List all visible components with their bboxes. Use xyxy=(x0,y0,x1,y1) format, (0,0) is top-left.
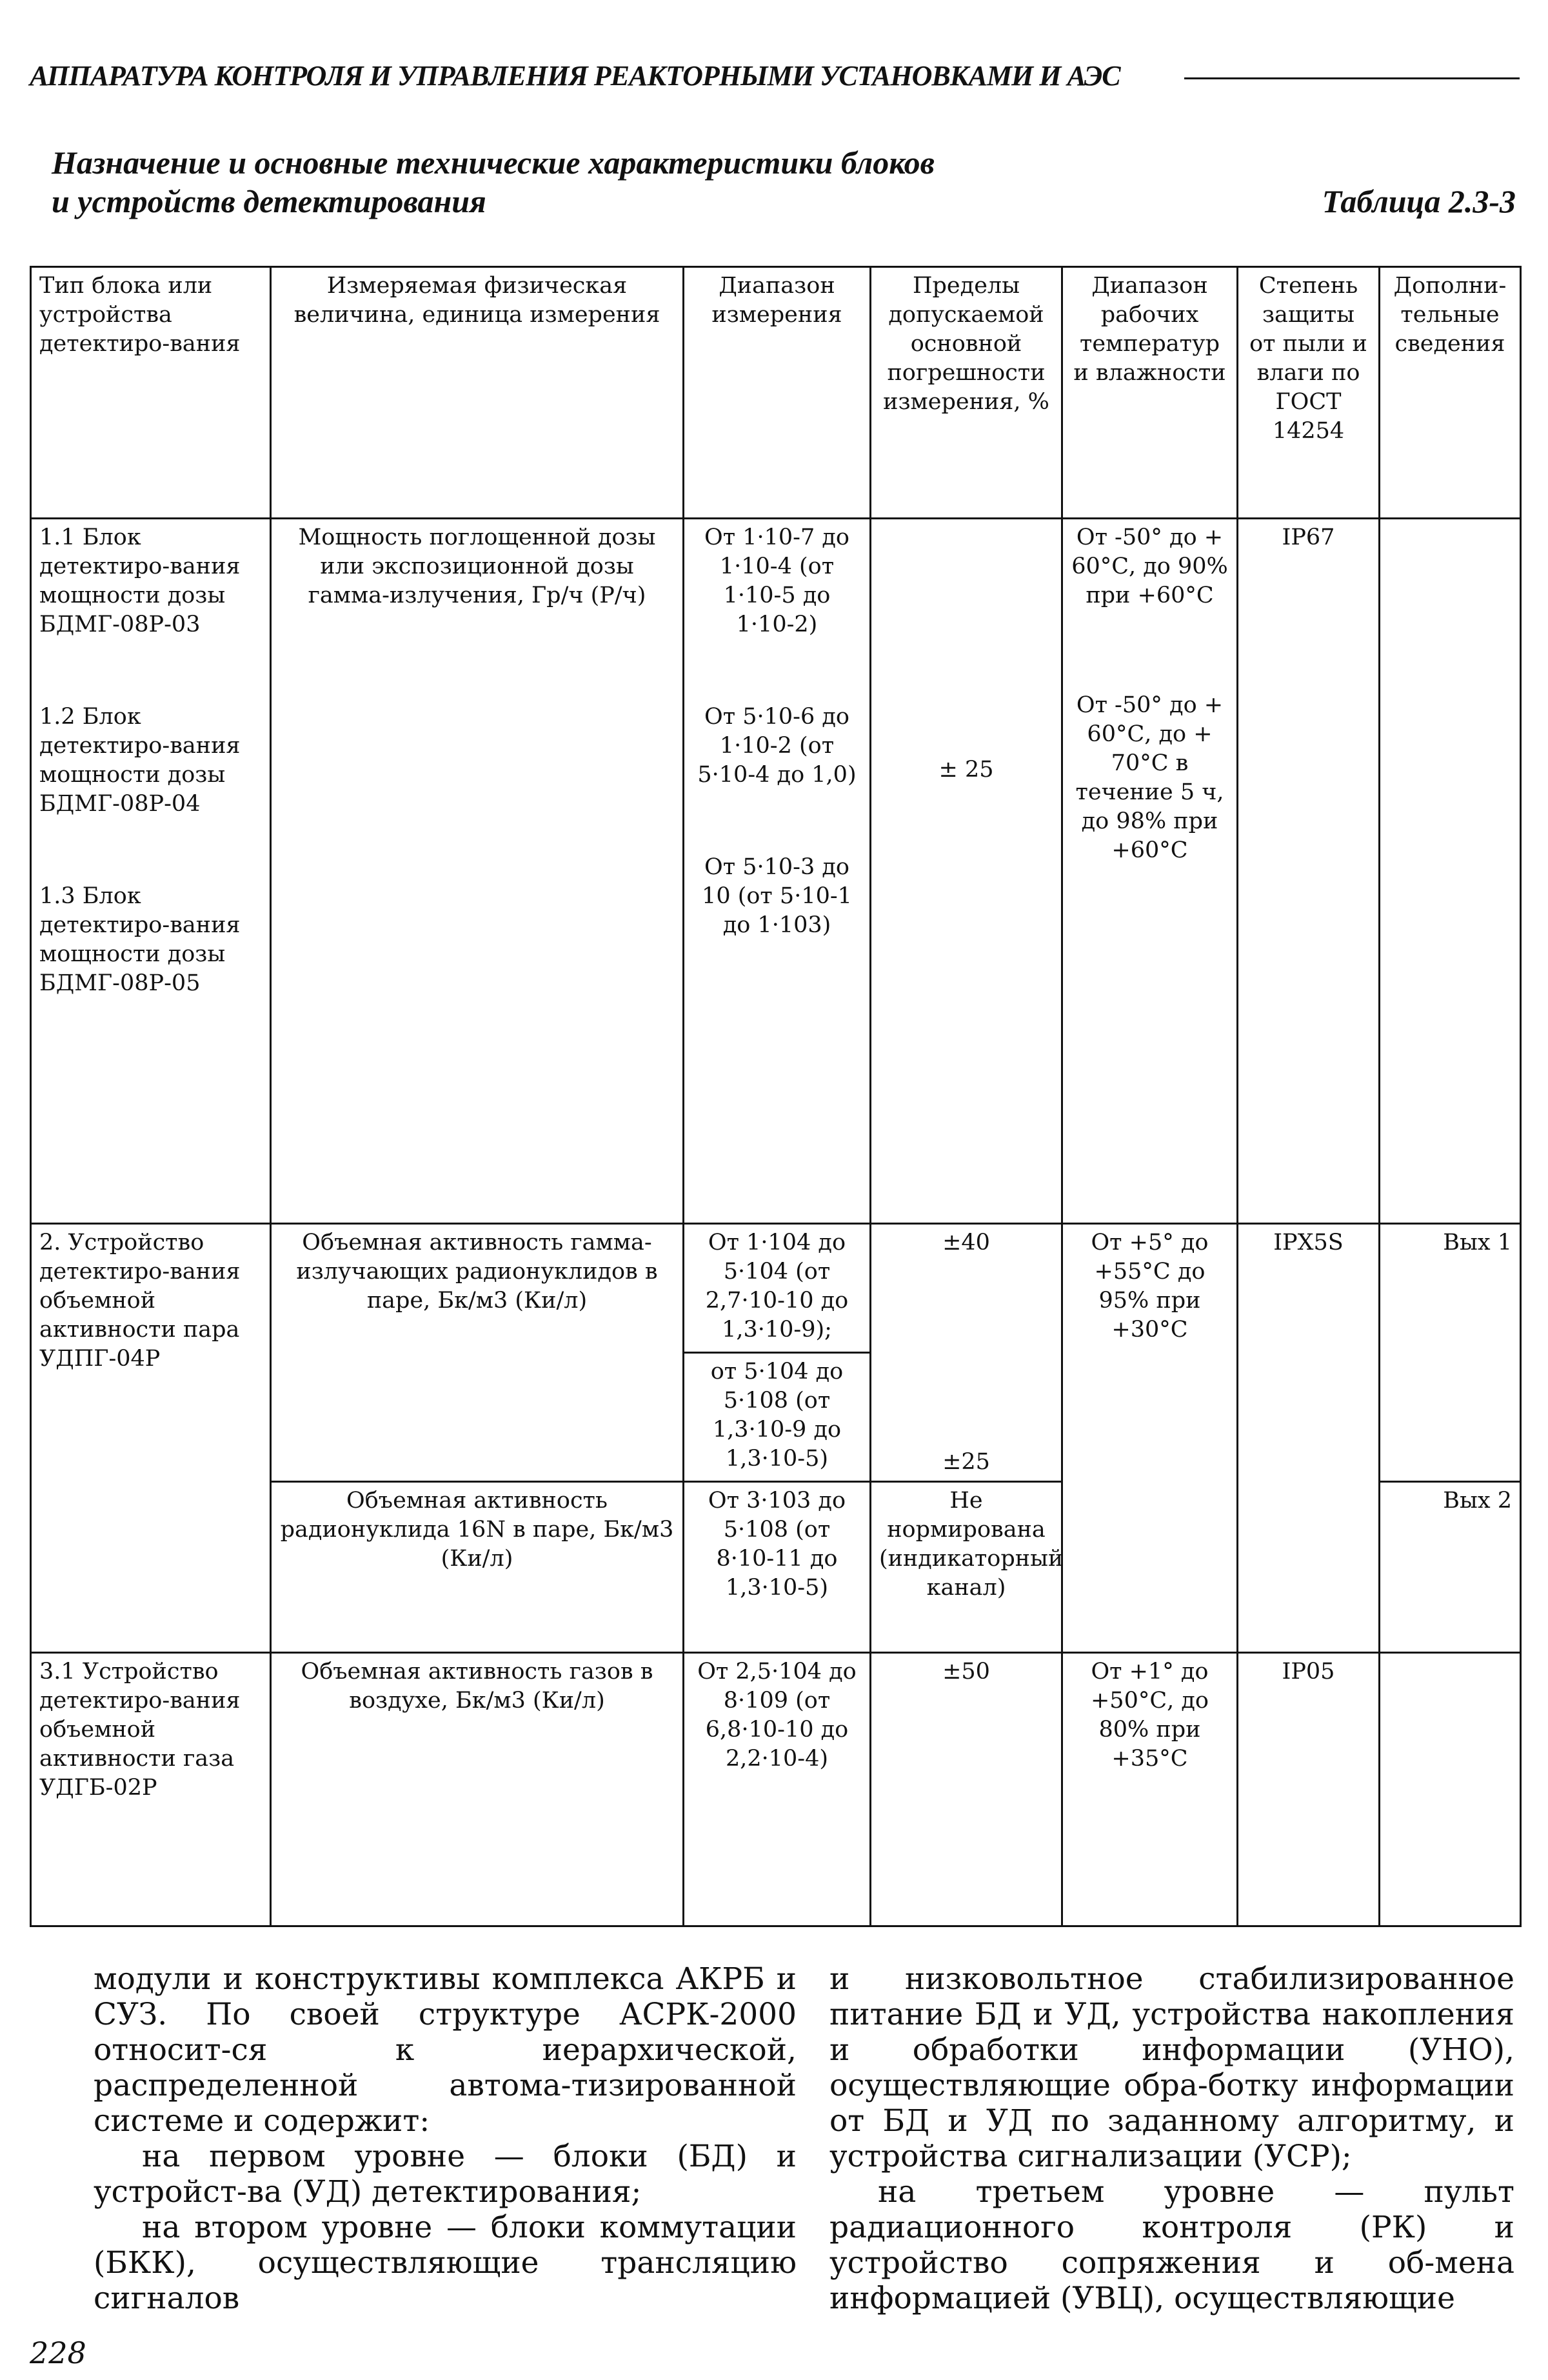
header-type: Тип блока или устройства детектиро-вания xyxy=(31,267,271,519)
header-temperature: Диапазон рабочих температур и влажности xyxy=(1062,267,1238,519)
type-udpg: 2. Устройство детектиро-вания объемной активности пара УДПГ-04Р xyxy=(31,1224,271,1653)
table-row xyxy=(31,519,1521,1224)
range-udpg-a: От 1·104 до 5·104 (от 2,7·10-10 до 1,3·10-9); xyxy=(684,1224,871,1353)
temp-bdmg-04: От -50° до + 60°С, до + 70°С в течение 5 ч, до 98% при +60°С xyxy=(1075,692,1224,863)
error-udgb: ±50 xyxy=(871,1653,1062,1926)
table-header-row xyxy=(31,267,1521,519)
temp-udgb: От +1° до +50°С, до 80% при +35°С xyxy=(1062,1653,1238,1926)
header-error: Пределы допускаемой основной погрешности измерения, % xyxy=(871,267,1062,519)
paragraph: модули и конструктивы комплекса АКРБ и СУЗ. По своей структуре АСРК-2000 относит-ся к иерархической, распределенной автома-тизированной системе и содержит: xyxy=(94,1961,797,2139)
paragraph: и низковольтное стабилизированное питание БД и УД, устройства накопления и обработки информации (УНО), осуществляющие обра-ботку информации от БД и УД по заданному алгоритму, и устройства сигнализации (УСР); xyxy=(829,1961,1514,2174)
header-protection: Степень защиты от пыли и влаги по ГОСТ 14254 xyxy=(1238,267,1380,519)
table-number: Таблица 2.3-3 xyxy=(1322,183,1516,219)
range-bdmg-05: От 5·10-3 до 10 (от 5·10-1 до 1·103) xyxy=(702,854,852,938)
temp-udpg: От +5° до +55°С до 95% при +30°С xyxy=(1062,1224,1238,1653)
body-column-left xyxy=(94,1961,797,2316)
quantity-gamma-steam: Объемная активность гамма-излучающих радионуклидов в паре, Бк/м3 (Ки/л) xyxy=(271,1224,684,1482)
header-rule xyxy=(1184,77,1520,79)
caption-line-1: Назначение и основные технические характеристики блоков xyxy=(52,145,935,181)
range-udpg-b: от 5·104 до 5·108 (от 1,3·10-9 до 1,3·10-5) xyxy=(684,1353,871,1482)
caption-line-2: и устройств детектирования xyxy=(52,183,486,219)
page-number: 228 xyxy=(30,2335,86,2370)
running-title: АППАРАТУРА КОНТРОЛЯ И УПРАВЛЕНИЯ РЕАКТОРНЫМИ УСТАНОВКАМИ И АЭС xyxy=(30,60,1120,92)
type-bdmg-05: 1.3 Блок детектиро-вания мощности дозы БДМГ-08Р-05 xyxy=(39,883,241,996)
header-range: Диапазон измерения xyxy=(684,267,871,519)
quantity-dose-rate: Мощность поглощенной дозы или экспозиционной дозы гамма-излучения, Гр/ч (Р/ч) xyxy=(271,519,684,1224)
type-udgb: 3.1 Устройство детектиро-вания объемной активности газа УДГБ-02Р xyxy=(31,1653,271,1926)
error-udpg-a: ±40 xyxy=(942,1230,990,1255)
temp-bdmg-03: От -50° до + 60°С, до 90% при +60°С xyxy=(1071,525,1228,608)
quantity-n16: Объемная активность радионуклида 16N в паре, Бк/м3 (Ки/л) xyxy=(271,1482,684,1653)
running-header xyxy=(30,59,1520,98)
type-bdmg-04: 1.2 Блок детектиро-вания мощности дозы БДМГ-08Р-04 xyxy=(39,704,241,817)
table-caption xyxy=(52,143,1516,221)
quantity-gas-air: Объемная активность газов в воздухе, Бк/м3 (Ки/л) xyxy=(271,1653,684,1926)
extra-out-1: Вых 1 xyxy=(1380,1224,1521,1482)
range-n16: От 3·103 до 5·108 (от 8·10-11 до 1,3·10-5) xyxy=(684,1482,871,1653)
error-udpg-b: ±25 xyxy=(942,1449,990,1475)
extra-empty xyxy=(1380,1653,1521,1926)
header-quantity: Измеряемая физическая величина, единица измерения xyxy=(271,267,684,519)
range-bdmg-03: От 1·10-7 до 1·10-4 (от 1·10-5 до 1·10-2) xyxy=(704,525,849,637)
header-extra: Дополни-тельные сведения xyxy=(1380,267,1521,519)
table-row xyxy=(31,1224,1521,1353)
type-bdmg-03: 1.1 Блок детектиро-вания мощности дозы БДМГ-08Р-03 xyxy=(39,525,241,637)
range-bdmg-04: От 5·10-6 до 1·10-2 (от 5·10-4 до 1,0) xyxy=(697,704,857,788)
range-udgb: От 2,5·104 до 8·109 (от 6,8·10-10 до 2,2·10-4) xyxy=(684,1653,871,1926)
protection-ip67: IP67 xyxy=(1238,519,1380,1224)
paragraph: на третьем уровне — пульт радиационного контроля (РК) и устройство сопряжения и об-мена информацией (УВЦ), осуществляющие xyxy=(829,2174,1514,2316)
protection-ipx5s: IPX5S xyxy=(1238,1224,1380,1653)
protection-ip05: IP05 xyxy=(1238,1653,1380,1926)
paragraph: на первом уровне — блоки (БД) и устройст-ва (УД) детектирования; xyxy=(94,2139,797,2210)
extra-empty xyxy=(1380,519,1521,1224)
body-column-right xyxy=(829,1961,1514,2316)
table-row xyxy=(31,1653,1521,1926)
spec-table xyxy=(30,266,1522,1927)
extra-out-2: Вых 2 xyxy=(1380,1482,1521,1653)
error-n16: Не нормирована (индикаторный канал) xyxy=(871,1482,1062,1653)
paragraph: на втором уровне — блоки коммутации (БКК), осуществляющие трансляцию сигналов xyxy=(94,2210,797,2316)
error-dose-rate: ± 25 xyxy=(938,757,994,783)
